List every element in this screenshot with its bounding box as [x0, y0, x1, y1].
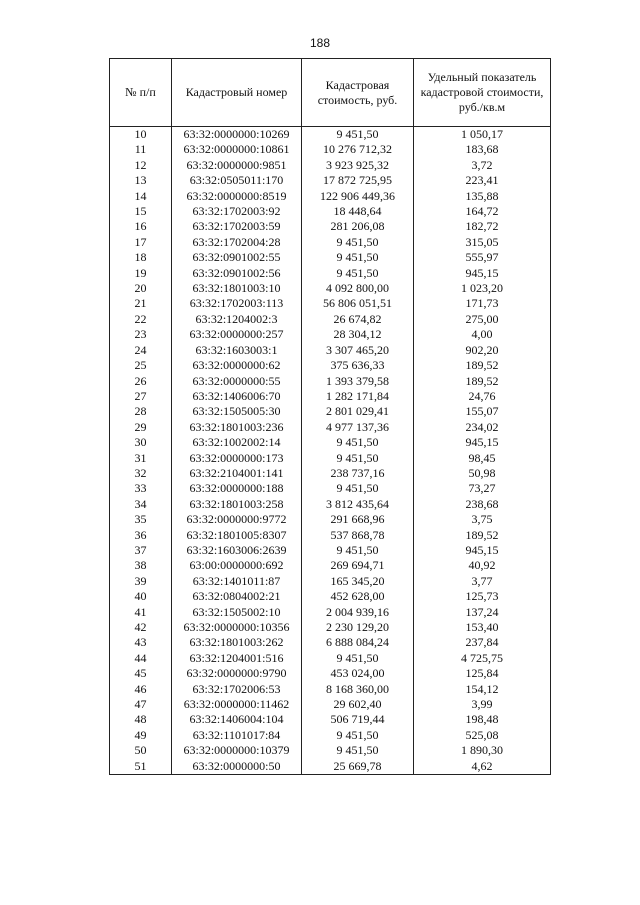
specific-indicator-cell: 154,12: [414, 682, 551, 697]
row-number-cell: 40: [110, 589, 172, 604]
row-number-cell: 31: [110, 451, 172, 466]
cadastral-number-cell: 63:32:1702006:53: [172, 682, 302, 697]
specific-indicator-cell: 73,27: [414, 481, 551, 496]
row-number-cell: 32: [110, 466, 172, 481]
table-row: [110, 543, 551, 558]
cadastral-cost-cell: 238 737,16: [302, 466, 414, 481]
specific-indicator-cell: 153,40: [414, 620, 551, 635]
cadastral-cost-cell: 9 451,50: [302, 235, 414, 250]
table-row: [110, 651, 551, 666]
table-row: [110, 389, 551, 404]
cadastral-number-cell: 63:32:0000000:50: [172, 759, 302, 775]
cadastral-number-cell: 63:32:1505005:30: [172, 404, 302, 419]
cadastral-cost-cell: 9 451,50: [302, 451, 414, 466]
specific-indicator-cell: 945,15: [414, 543, 551, 558]
specific-indicator-cell: 24,76: [414, 389, 551, 404]
table-row: [110, 558, 551, 573]
cadastral-number-cell: 63:32:0000000:8519: [172, 189, 302, 204]
cadastral-number-cell: 63:32:1401011:87: [172, 574, 302, 589]
table-row: [110, 466, 551, 481]
cadastral-number-cell: 63:32:1002002:14: [172, 435, 302, 450]
cadastral-cost-cell: 122 906 449,36: [302, 189, 414, 204]
cadastral-number-cell: 63:32:1801003:262: [172, 635, 302, 650]
specific-indicator-cell: 1 050,17: [414, 127, 551, 143]
cadastral-number-cell: 63:00:0000000:692: [172, 558, 302, 573]
cadastral-number-cell: 63:32:0000000:173: [172, 451, 302, 466]
specific-indicator-cell: 137,24: [414, 605, 551, 620]
cadastral-number-cell: 63:32:0901002:56: [172, 266, 302, 281]
table-row: [110, 404, 551, 419]
table-row: [110, 296, 551, 311]
row-number-cell: 44: [110, 651, 172, 666]
cadastral-number-cell: 63:32:0000000:10379: [172, 743, 302, 758]
specific-indicator-cell: 315,05: [414, 235, 551, 250]
specific-indicator-cell: 945,15: [414, 266, 551, 281]
specific-indicator-cell: 3,75: [414, 512, 551, 527]
row-number-cell: 10: [110, 127, 172, 143]
table-row: [110, 312, 551, 327]
cadastral-number-cell: 63:32:1801005:8307: [172, 528, 302, 543]
row-number-cell: 50: [110, 743, 172, 758]
row-number-cell: 34: [110, 497, 172, 512]
cadastral-number-cell: 63:32:1101017:84: [172, 728, 302, 743]
table-row: [110, 728, 551, 743]
specific-indicator-cell: 135,88: [414, 189, 551, 204]
header-cadastral-cost: Кадастровая стоимость, руб.: [302, 59, 414, 127]
cadastral-cost-cell: 28 304,12: [302, 327, 414, 342]
cadastral-number-cell: 63:32:1603003:1: [172, 343, 302, 358]
table-row: [110, 158, 551, 173]
specific-indicator-cell: 4 725,75: [414, 651, 551, 666]
table-row: [110, 605, 551, 620]
table-row: [110, 682, 551, 697]
cadastral-cost-cell: 25 669,78: [302, 759, 414, 775]
row-number-cell: 41: [110, 605, 172, 620]
table-row: [110, 435, 551, 450]
cadastral-number-cell: 63:32:0000000:9772: [172, 512, 302, 527]
cadastral-number-cell: 63:32:0901002:55: [172, 250, 302, 265]
table-row: [110, 451, 551, 466]
specific-indicator-cell: 945,15: [414, 435, 551, 450]
specific-indicator-cell: 182,72: [414, 219, 551, 234]
cadastral-table: [109, 58, 551, 775]
specific-indicator-cell: 183,68: [414, 142, 551, 157]
table-row: [110, 743, 551, 758]
row-number-cell: 21: [110, 296, 172, 311]
cadastral-number-cell: 63:32:1406004:104: [172, 712, 302, 727]
cadastral-number-cell: 63:32:1801003:236: [172, 420, 302, 435]
cadastral-number-cell: 63:32:1406006:70: [172, 389, 302, 404]
table-header-row: [110, 59, 551, 127]
cadastral-cost-cell: 453 024,00: [302, 666, 414, 681]
cadastral-number-cell: 63:32:0000000:10861: [172, 142, 302, 157]
row-number-cell: 49: [110, 728, 172, 743]
cadastral-cost-cell: 3 307 465,20: [302, 343, 414, 358]
specific-indicator-cell: 4,62: [414, 759, 551, 775]
header-cadastral-number: Кадастровый номер: [172, 59, 302, 127]
table-row: [110, 697, 551, 712]
specific-indicator-cell: 40,92: [414, 558, 551, 573]
row-number-cell: 22: [110, 312, 172, 327]
cadastral-cost-cell: 6 888 084,24: [302, 635, 414, 650]
specific-indicator-cell: 164,72: [414, 204, 551, 219]
table-row: [110, 666, 551, 681]
cadastral-cost-cell: 8 168 360,00: [302, 682, 414, 697]
row-number-cell: 48: [110, 712, 172, 727]
cadastral-number-cell: 63:32:0804002:21: [172, 589, 302, 604]
row-number-cell: 17: [110, 235, 172, 250]
table-row: [110, 374, 551, 389]
specific-indicator-cell: 155,07: [414, 404, 551, 419]
row-number-cell: 38: [110, 558, 172, 573]
page-number: 188: [309, 36, 331, 50]
row-number-cell: 43: [110, 635, 172, 650]
table-row: [110, 173, 551, 188]
cadastral-number-cell: 63:32:0000000:188: [172, 481, 302, 496]
cadastral-cost-cell: 165 345,20: [302, 574, 414, 589]
cadastral-cost-cell: 4 092 800,00: [302, 281, 414, 296]
cadastral-cost-cell: 506 719,44: [302, 712, 414, 727]
cadastral-cost-cell: 3 923 925,32: [302, 158, 414, 173]
cadastral-cost-cell: 17 872 725,95: [302, 173, 414, 188]
row-number-cell: 23: [110, 327, 172, 342]
table-row: [110, 250, 551, 265]
cadastral-cost-cell: 281 206,08: [302, 219, 414, 234]
row-number-cell: 16: [110, 219, 172, 234]
cadastral-number-cell: 63:32:1204002:3: [172, 312, 302, 327]
row-number-cell: 45: [110, 666, 172, 681]
table-row: [110, 281, 551, 296]
row-number-cell: 46: [110, 682, 172, 697]
row-number-cell: 20: [110, 281, 172, 296]
specific-indicator-cell: 223,41: [414, 173, 551, 188]
cadastral-cost-cell: 9 451,50: [302, 266, 414, 281]
specific-indicator-cell: 125,73: [414, 589, 551, 604]
cadastral-cost-cell: 18 448,64: [302, 204, 414, 219]
cadastral-number-cell: 63:32:1702003:59: [172, 219, 302, 234]
header-no: № п/п: [110, 59, 172, 127]
specific-indicator-cell: 3,77: [414, 574, 551, 589]
cadastral-number-cell: 63:32:1801003:10: [172, 281, 302, 296]
specific-indicator-cell: 275,00: [414, 312, 551, 327]
specific-indicator-cell: 3,72: [414, 158, 551, 173]
table-row: [110, 420, 551, 435]
cadastral-number-cell: 63:32:0000000:10269: [172, 127, 302, 143]
row-number-cell: 13: [110, 173, 172, 188]
specific-indicator-cell: 1 890,30: [414, 743, 551, 758]
cadastral-number-cell: 63:32:1801003:258: [172, 497, 302, 512]
cadastral-number-cell: 63:32:1204001:516: [172, 651, 302, 666]
cadastral-cost-cell: 56 806 051,51: [302, 296, 414, 311]
specific-indicator-cell: 238,68: [414, 497, 551, 512]
cadastral-number-cell: 63:32:1603006:2639: [172, 543, 302, 558]
table-row: [110, 142, 551, 157]
specific-indicator-cell: 198,48: [414, 712, 551, 727]
table-row: [110, 189, 551, 204]
row-number-cell: 11: [110, 142, 172, 157]
table-body: [110, 127, 551, 775]
cadastral-cost-cell: 9 451,50: [302, 728, 414, 743]
table-row: [110, 219, 551, 234]
row-number-cell: 14: [110, 189, 172, 204]
specific-indicator-cell: 50,98: [414, 466, 551, 481]
cadastral-cost-cell: 269 694,71: [302, 558, 414, 573]
row-number-cell: 19: [110, 266, 172, 281]
cadastral-number-cell: 63:32:2104001:141: [172, 466, 302, 481]
row-number-cell: 18: [110, 250, 172, 265]
specific-indicator-cell: 4,00: [414, 327, 551, 342]
cadastral-number-cell: 63:32:0505011:170: [172, 173, 302, 188]
row-number-cell: 42: [110, 620, 172, 635]
cadastral-cost-cell: 2 004 939,16: [302, 605, 414, 620]
cadastral-cost-cell: 4 977 137,36: [302, 420, 414, 435]
specific-indicator-cell: 189,52: [414, 528, 551, 543]
specific-indicator-cell: 98,45: [414, 451, 551, 466]
specific-indicator-cell: 902,20: [414, 343, 551, 358]
row-number-cell: 36: [110, 528, 172, 543]
cadastral-cost-cell: 1 393 379,58: [302, 374, 414, 389]
row-number-cell: 15: [110, 204, 172, 219]
cadastral-cost-cell: 291 668,96: [302, 512, 414, 527]
row-number-cell: 24: [110, 343, 172, 358]
cadastral-cost-cell: 537 868,78: [302, 528, 414, 543]
cadastral-cost-cell: 9 451,50: [302, 481, 414, 496]
cadastral-number-cell: 63:32:1702004:28: [172, 235, 302, 250]
specific-indicator-cell: 237,84: [414, 635, 551, 650]
cadastral-number-cell: 63:32:0000000:11462: [172, 697, 302, 712]
specific-indicator-cell: 125,84: [414, 666, 551, 681]
cadastral-cost-cell: 1 282 171,84: [302, 389, 414, 404]
row-number-cell: 47: [110, 697, 172, 712]
table-row: [110, 235, 551, 250]
cadastral-cost-cell: 452 628,00: [302, 589, 414, 604]
row-number-cell: 25: [110, 358, 172, 373]
table-row: [110, 620, 551, 635]
table-row: [110, 127, 551, 143]
cadastral-cost-cell: 9 451,50: [302, 127, 414, 143]
specific-indicator-cell: 555,97: [414, 250, 551, 265]
cadastral-number-cell: 63:32:0000000:62: [172, 358, 302, 373]
cadastral-number-cell: 63:32:0000000:55: [172, 374, 302, 389]
row-number-cell: 27: [110, 389, 172, 404]
row-number-cell: 39: [110, 574, 172, 589]
row-number-cell: 12: [110, 158, 172, 173]
table-row: [110, 635, 551, 650]
row-number-cell: 35: [110, 512, 172, 527]
cadastral-cost-cell: 26 674,82: [302, 312, 414, 327]
specific-indicator-cell: 3,99: [414, 697, 551, 712]
table-row: [110, 481, 551, 496]
row-number-cell: 51: [110, 759, 172, 775]
cadastral-cost-cell: 29 602,40: [302, 697, 414, 712]
cadastral-cost-cell: 9 451,50: [302, 743, 414, 758]
cadastral-cost-cell: 10 276 712,32: [302, 142, 414, 157]
specific-indicator-cell: 171,73: [414, 296, 551, 311]
cadastral-cost-cell: 3 812 435,64: [302, 497, 414, 512]
specific-indicator-cell: 525,08: [414, 728, 551, 743]
cadastral-number-cell: 63:32:0000000:257: [172, 327, 302, 342]
row-number-cell: 26: [110, 374, 172, 389]
cadastral-cost-cell: 375 636,33: [302, 358, 414, 373]
table-row: [110, 712, 551, 727]
cadastral-number-cell: 63:32:0000000:9851: [172, 158, 302, 173]
table-row: [110, 574, 551, 589]
cadastral-cost-cell: 9 451,50: [302, 543, 414, 558]
table-row: [110, 759, 551, 775]
table-row: [110, 343, 551, 358]
cadastral-cost-cell: 2 230 129,20: [302, 620, 414, 635]
table-row: [110, 266, 551, 281]
row-number-cell: 37: [110, 543, 172, 558]
table-row: [110, 497, 551, 512]
cadastral-number-cell: 63:32:1702003:113: [172, 296, 302, 311]
specific-indicator-cell: 189,52: [414, 358, 551, 373]
row-number-cell: 30: [110, 435, 172, 450]
table-row: [110, 589, 551, 604]
row-number-cell: 28: [110, 404, 172, 419]
table-row: [110, 204, 551, 219]
specific-indicator-cell: 1 023,20: [414, 281, 551, 296]
specific-indicator-cell: 234,02: [414, 420, 551, 435]
header-specific-indicator: Удельный показатель кадастровой стоимости, руб./кв.м: [414, 59, 551, 127]
specific-indicator-cell: 189,52: [414, 374, 551, 389]
cadastral-cost-cell: 9 451,50: [302, 250, 414, 265]
cadastral-cost-cell: 9 451,50: [302, 651, 414, 666]
cadastral-number-cell: 63:32:0000000:9790: [172, 666, 302, 681]
table-row: [110, 512, 551, 527]
cadastral-number-cell: 63:32:1702003:92: [172, 204, 302, 219]
table-row: [110, 528, 551, 543]
table-row: [110, 358, 551, 373]
cadastral-cost-cell: 9 451,50: [302, 435, 414, 450]
cadastral-cost-cell: 2 801 029,41: [302, 404, 414, 419]
row-number-cell: 33: [110, 481, 172, 496]
cadastral-number-cell: 63:32:1505002:10: [172, 605, 302, 620]
row-number-cell: 29: [110, 420, 172, 435]
table-row: [110, 327, 551, 342]
cadastral-number-cell: 63:32:0000000:10356: [172, 620, 302, 635]
